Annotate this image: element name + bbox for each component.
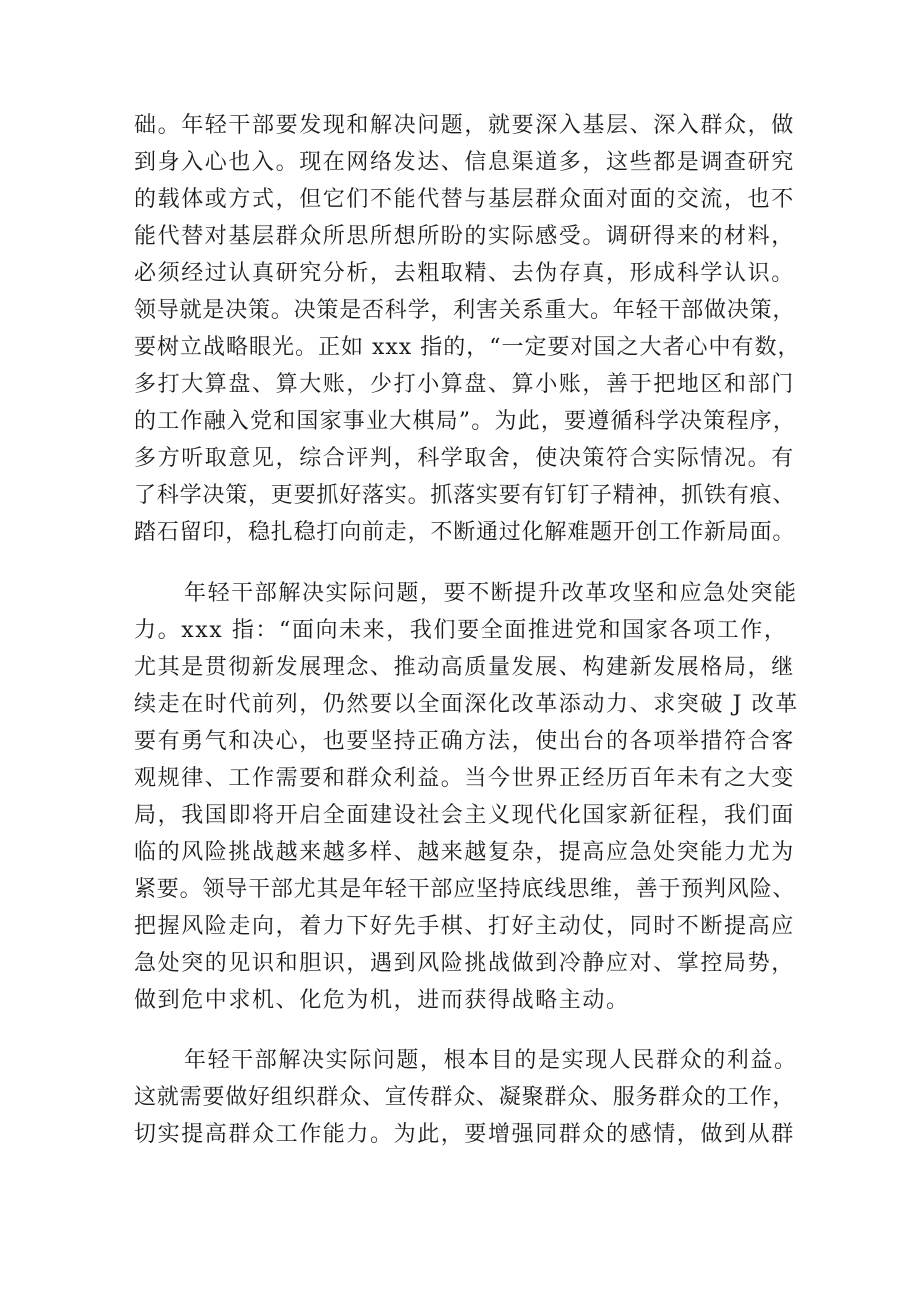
text-line: 急处突的见识和胆识，遇到风险挑战做到冷静应对、掌控局势， <box>134 951 795 976</box>
text-line: 要有勇气和决心，也要坚持正确方法，使出台的各项举措符合客 <box>134 729 795 754</box>
text-line: 续走在时代前列，仍然要以全面深化改革添动力、求突破 J 改革 <box>134 692 799 717</box>
text-line: 力。xxx 指：“面向未来，我们要全面推进党和国家各项工作， <box>134 618 788 643</box>
text-line: 础。年轻干部要发现和解决问题，就要深入基层、深入群众，做 <box>134 113 795 138</box>
text-line: 把握风险走向，着力下好先手棋、打好主动仗，同时不断提高应 <box>134 914 795 939</box>
text-line: 到身入心也入。现在网络发达、信息渠道多，这些都是调查研究 <box>134 150 795 175</box>
text-line: 紧要。领导干部尤其是年轻干部应坚持底线思维，善于预判风险、 <box>134 877 796 902</box>
text-line: 这就需要做好组织群众、宣传群众、凝聚群众、服务群众的工作， <box>134 1085 796 1110</box>
text-line: 观规律、工作需要和群众利益。当今世界正经历百年未有之大变 <box>134 766 795 791</box>
text-line: 领导就是决策。决策是否科学，利害关系重大。年轻干部做决策， <box>134 298 796 323</box>
text-line: 踏石留印，稳扎稳打向前走，不断通过化解难题开创工作新局面。 <box>134 520 796 545</box>
paragraph-first-line: 年轻干部解决实际问题，要不断提升改革攻坚和应急处突能 <box>184 581 798 606</box>
paragraph-first-line: 年轻干部解决实际问题，根本目的是实现人民群众的利益。 <box>184 1048 798 1073</box>
text-line: 临的风险挑战越来越多样、越来越复杂，提高应急处突能力尤为 <box>134 840 795 865</box>
text-line: 切实提高群众工作能力。为此，要增强同群众的感情，做到从群 <box>134 1122 795 1147</box>
text-line: 做到危中求机、化危为机，进而获得战略主动。 <box>134 988 630 1013</box>
text-line: 了科学决策，更要抓好落实。抓落实要有钉钉子精神，抓铁有痕、 <box>134 483 796 508</box>
text-line: 的载体或方式，但它们不能代替与基层群众面对面的交流，也不 <box>134 187 795 212</box>
text-line: 能代替对基层群众所思所想所盼的实际感受。调研得来的材料， <box>134 224 795 249</box>
text-line: 多方听取意见，综合评判，科学取舍，使决策符合实际情况。有 <box>134 446 795 471</box>
text-line: 多打大算盘、算大账，少打小算盘、算小账，善于把地区和部门 <box>134 372 795 397</box>
text-line: 的工作融入党和国家事业大棋局”。为此，要遵循科学决策程序， <box>134 409 797 434</box>
text-line: 必须经过认真研究分析，去粗取精、去伪存真，形成科学认识。 <box>134 261 795 286</box>
text-line: 局，我国即将开启全面建设社会主义现代化国家新征程，我们面 <box>134 803 795 828</box>
text-line: 尤其是贯彻新发展理念、推动高质量发展、构建新发展格局，继 <box>134 655 795 680</box>
text-line: 要树立战略眼光。正如 xxx 指的，“一定要对国之大者心中有数， <box>134 335 801 360</box>
